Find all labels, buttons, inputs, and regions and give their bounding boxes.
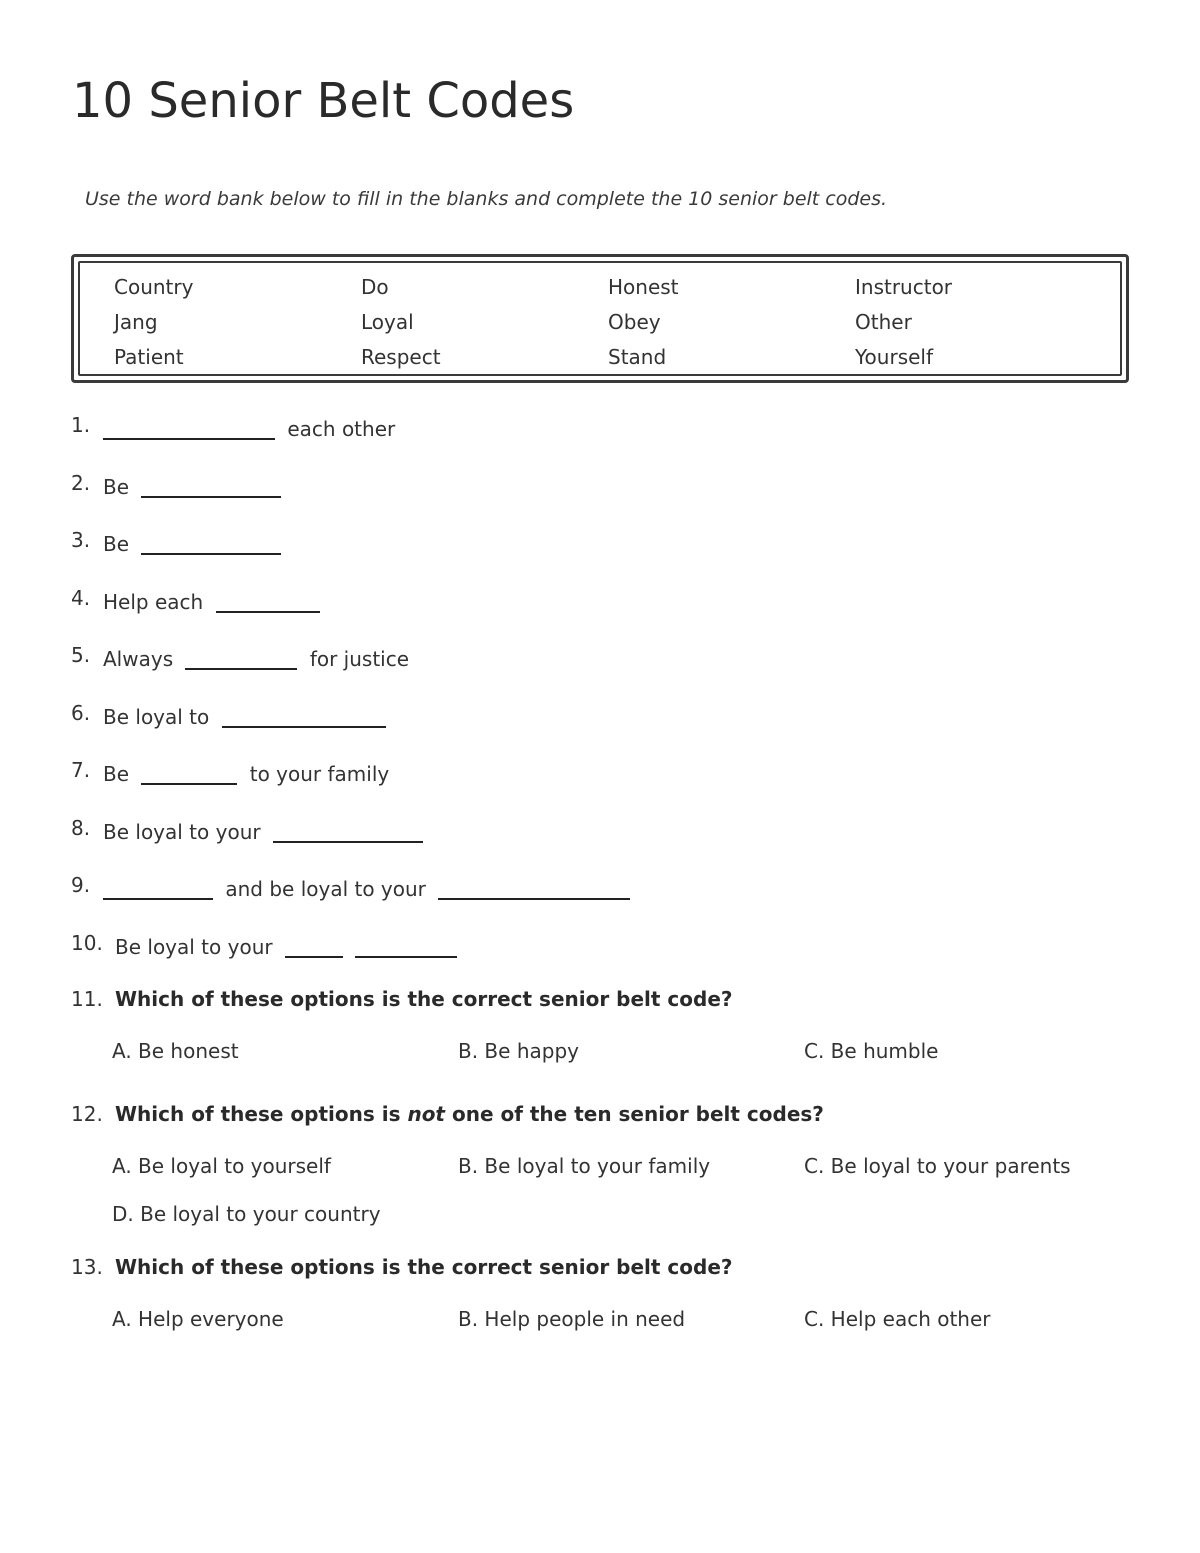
word-bank-item: Stand (608, 345, 667, 369)
answer-option[interactable]: C. Be loyal to your parents (804, 1154, 1071, 1178)
question-number: 10. (71, 931, 103, 955)
question-text: Be (103, 532, 130, 556)
word-bank-item: Do (361, 275, 389, 299)
question-text: each other (287, 417, 396, 441)
word-bank-item: Instructor (855, 275, 953, 299)
question-number: 1. (71, 413, 91, 437)
word-bank-item: Patient (114, 345, 184, 369)
question-text: Be loyal to your (103, 820, 261, 844)
question-text: Always (103, 647, 174, 671)
question-text: and be loyal to your (225, 877, 426, 901)
question-text: to your family (249, 762, 390, 786)
answer-option[interactable]: B. Be loyal to your family (458, 1154, 711, 1178)
answer-blank[interactable] (141, 474, 281, 498)
page-title: 10 Senior Belt Codes (72, 73, 575, 129)
question-text: Which of these options is the correct senior belt code? (115, 1255, 733, 1279)
word-bank-inner-border (78, 261, 1122, 376)
question-number: 11. (71, 987, 103, 1011)
word-bank-item: Honest (608, 275, 679, 299)
question-number: 4. (71, 586, 91, 610)
answer-option[interactable]: A. Be honest (112, 1039, 239, 1063)
word-bank-item: Obey (608, 310, 661, 334)
answer-blank[interactable] (222, 704, 386, 728)
question-number: 13. (71, 1255, 103, 1279)
question-number: 8. (71, 816, 91, 840)
question-number: 6. (71, 701, 91, 725)
question-number: 12. (71, 1102, 103, 1126)
question-text: Be (103, 475, 130, 499)
answer-blank[interactable] (141, 761, 237, 785)
answer-blank[interactable] (438, 876, 630, 900)
word-bank-item: Loyal (361, 310, 414, 334)
question-text: Be (103, 762, 130, 786)
answer-blank[interactable] (273, 819, 423, 843)
question-number: 5. (71, 643, 91, 667)
answer-blank[interactable] (216, 589, 320, 613)
answer-blank[interactable] (141, 531, 281, 555)
answer-blank[interactable] (185, 646, 297, 670)
question-number: 3. (71, 528, 91, 552)
instructions: Use the word bank below to fill in the blanks and complete the 10 senior belt codes. (85, 188, 888, 210)
answer-blank[interactable] (103, 876, 213, 900)
answer-option[interactable]: D. Be loyal to your country (112, 1202, 381, 1226)
question-text: Be loyal to (103, 705, 210, 729)
answer-option[interactable]: A. Help everyone (112, 1307, 284, 1331)
question-number: 7. (71, 758, 91, 782)
word-bank-item: Jang (114, 310, 158, 334)
word-bank-item: Country (114, 275, 194, 299)
answer-option[interactable]: A. Be loyal to yourself (112, 1154, 331, 1178)
answer-blank[interactable] (285, 934, 343, 958)
question-text: Which of these options is the correct senior belt code? (115, 987, 733, 1011)
answer-blank[interactable] (103, 416, 275, 440)
answer-blank[interactable] (355, 934, 457, 958)
word-bank-item: Yourself (855, 345, 934, 369)
answer-option[interactable]: C. Be humble (804, 1039, 939, 1063)
question-text: Be loyal to your (115, 935, 273, 959)
emphasis-not: not (407, 1102, 445, 1126)
word-bank-item: Respect (361, 345, 441, 369)
word-bank (71, 254, 1129, 383)
word-bank-item: Other (855, 310, 912, 334)
answer-option[interactable]: B. Be happy (458, 1039, 579, 1063)
question-number: 9. (71, 873, 91, 897)
answer-option[interactable]: B. Help people in need (458, 1307, 686, 1331)
question-number: 2. (71, 471, 91, 495)
question-text: Help each (103, 590, 204, 614)
question-text: for justice (309, 647, 410, 671)
question-text: Which of these options is not one of the ten senior belt codes? (115, 1102, 824, 1126)
answer-option[interactable]: C. Help each other (804, 1307, 991, 1331)
